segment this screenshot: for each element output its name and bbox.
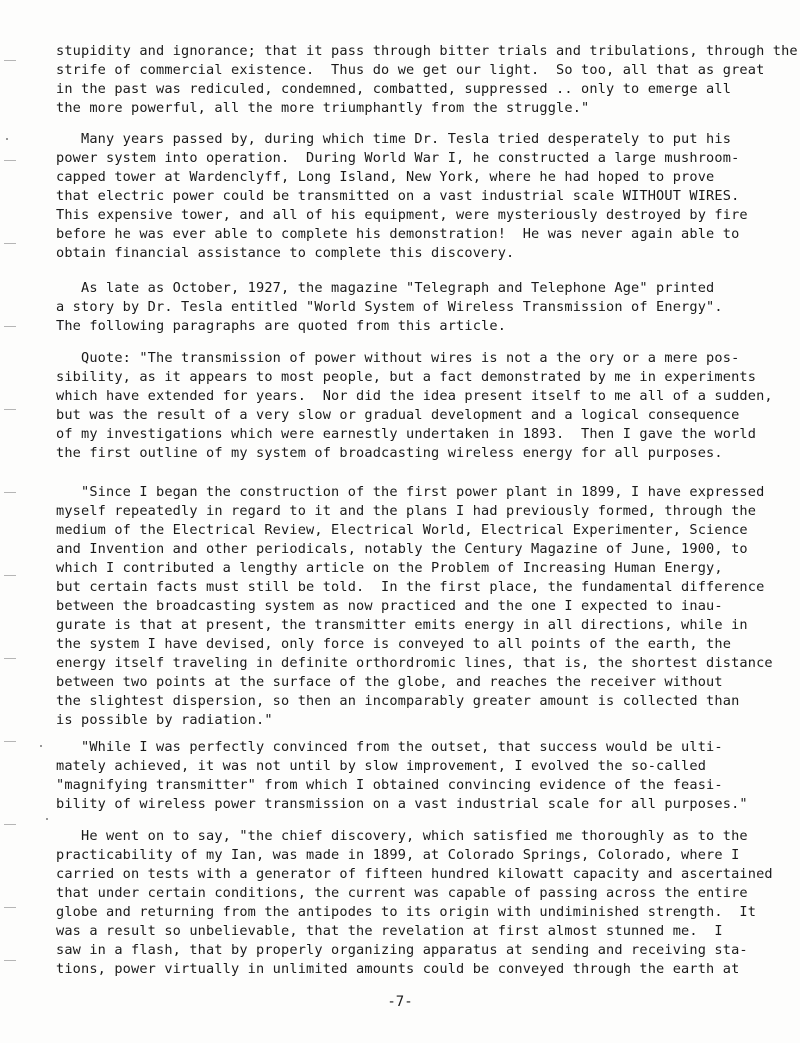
text-line: the slightest dispersion, so then an incomparably greater amount is collected than <box>56 693 740 709</box>
margin-mark <box>4 824 16 825</box>
text-line: This expensive tower, and all of his equipment, were mysteriously destroyed by fire <box>56 207 748 223</box>
text-line: "While I was perfectly convinced from the outset, that success would be ulti- <box>56 739 723 755</box>
margin-mark <box>4 409 16 410</box>
paragraph <box>56 279 756 336</box>
text-line: in the past was rediculed, condemned, combatted, suppressed .. only to emerge all <box>56 81 732 97</box>
text-line: He went on to say, "the chief discovery, which satisfied me thoroughly as to the <box>56 828 748 844</box>
text-line: the more powerful, all the more triumphantly from the struggle." <box>56 100 590 116</box>
text-line: myself repeatedly in regard to it and the plans I had previously formed, through the <box>56 503 757 519</box>
text-line: between two points at the surface of the globe, and reaches the receiver without <box>56 674 723 690</box>
margin-mark <box>4 160 16 161</box>
text-line: obtain financial assistance to complete this discovery. <box>56 245 515 261</box>
text-line: the first outline of my system of broadcasting wireless energy for all purposes. <box>56 445 723 461</box>
text-line: between the broadcasting system as now practiced and the one I expected to inau- <box>56 598 723 614</box>
text-line: which have extended for years. Nor did the idea present itself to me all of a sudden, <box>56 388 773 404</box>
margin-mark <box>4 243 16 244</box>
paragraph <box>56 349 773 463</box>
text-line: tions, power virtually in unlimited amounts could be conveyed through the earth at <box>56 961 740 977</box>
page-number: -7- <box>387 994 413 1010</box>
scan-speck <box>40 745 42 747</box>
text-line: practicability of my Ian, was made in 1899, at Colorado Springs, Colorado, where I <box>56 847 740 863</box>
scan-speck <box>46 818 48 820</box>
text-line: gurate is that at present, the transmitter emits energy in all directions, while in <box>56 617 748 633</box>
text-line: a story by Dr. Tesla entitled "World System of Wireless Transmission of Energy". <box>56 299 723 315</box>
text-line: sibility, as it appears to most people, but a fact demonstrated by me in experiments <box>56 369 757 385</box>
text-line: "Since I began the construction of the first power plant in 1899, I have expressed <box>56 484 765 500</box>
text-line: before he was ever able to complete his demonstration! He was never again able to <box>56 226 740 242</box>
text-line: is possible by radiation." <box>56 712 273 728</box>
margin-mark <box>4 326 16 327</box>
text-line: medium of the Electrical Review, Electrical World, Electrical Experimenter, Science <box>56 522 748 538</box>
text-line: Quote: "The transmission of power without wires is not a the ory or a mere pos- <box>56 350 740 366</box>
paragraph <box>56 130 756 263</box>
text-line: capped tower at Wardenclyff, Long Island, New York, where he had hoped to prove <box>56 169 715 185</box>
text-line: that electric power could be transmitted on a vast industrial scale WITHOUT WIRES. <box>56 188 740 204</box>
margin-mark <box>4 741 16 742</box>
text-line: was a result so unbelievable, that the revelation at first almost stunned me. I <box>56 923 723 939</box>
text-line: stupidity and ignorance; that it pass through bitter trials and tribulations, through the <box>56 43 798 59</box>
margin-mark <box>4 575 16 576</box>
text-line: The following paragraphs are quoted from this article. <box>56 318 507 334</box>
text-line: Many years passed by, during which time Dr. Tesla tried desperately to put his <box>56 131 732 147</box>
paragraph <box>56 738 756 814</box>
margin-mark <box>4 60 16 61</box>
text-line: strife of commercial existence. Thus do we get our light. So too, all that as great <box>56 62 765 78</box>
text-line: and Invention and other periodicals, notably the Century Magazine of June, 1900, to <box>56 541 748 557</box>
paragraph <box>56 827 773 979</box>
text-line: that under certain conditions, the current was capable of passing across the entire <box>56 885 748 901</box>
text-line: "magnifying transmitter" from which I obtained convincing evidence of the feasi- <box>56 777 723 793</box>
margin-mark <box>4 960 16 961</box>
text-line: energy itself traveling in definite orthordromic lines, that is, the shortest distance <box>56 655 773 671</box>
paragraph <box>56 483 773 730</box>
text-line: globe and returning from the antipodes to its origin with undiminished strength. It <box>56 904 757 920</box>
text-line: but was the result of a very slow or gradual development and a logical consequence <box>56 407 740 423</box>
text-line: carried on tests with a generator of fifteen hundred kilowatt capacity and ascertained <box>56 866 773 882</box>
text-line: As late as October, 1927, the magazine "Telegraph and Telephone Age" printed <box>56 280 715 296</box>
margin-mark <box>4 658 16 659</box>
text-line: but certain facts must still be told. In the first place, the fundamental difference <box>56 579 765 595</box>
margin-mark <box>4 492 16 493</box>
text-line: bility of wireless power transmission on a vast industrial scale for all purposes." <box>56 796 748 812</box>
text-line: of my investigations which were earnestly undertaken in 1893. Then I gave the world <box>56 426 757 442</box>
text-line: the system I have devised, only force is conveyed to all points of the earth, the <box>56 636 732 652</box>
paragraph <box>56 42 798 118</box>
text-line: which I contributed a lengthy article on the Problem of Increasing Human Energy, <box>56 560 723 576</box>
text-line: mately achieved, it was not until by slow improvement, I evolved the so-called <box>56 758 707 774</box>
text-line: power system into operation. During World War I, he constructed a large mushroom- <box>56 150 740 166</box>
scan-speck <box>6 138 8 140</box>
margin-mark <box>4 907 16 908</box>
text-line: saw in a flash, that by properly organizing apparatus at sending and receiving sta- <box>56 942 748 958</box>
